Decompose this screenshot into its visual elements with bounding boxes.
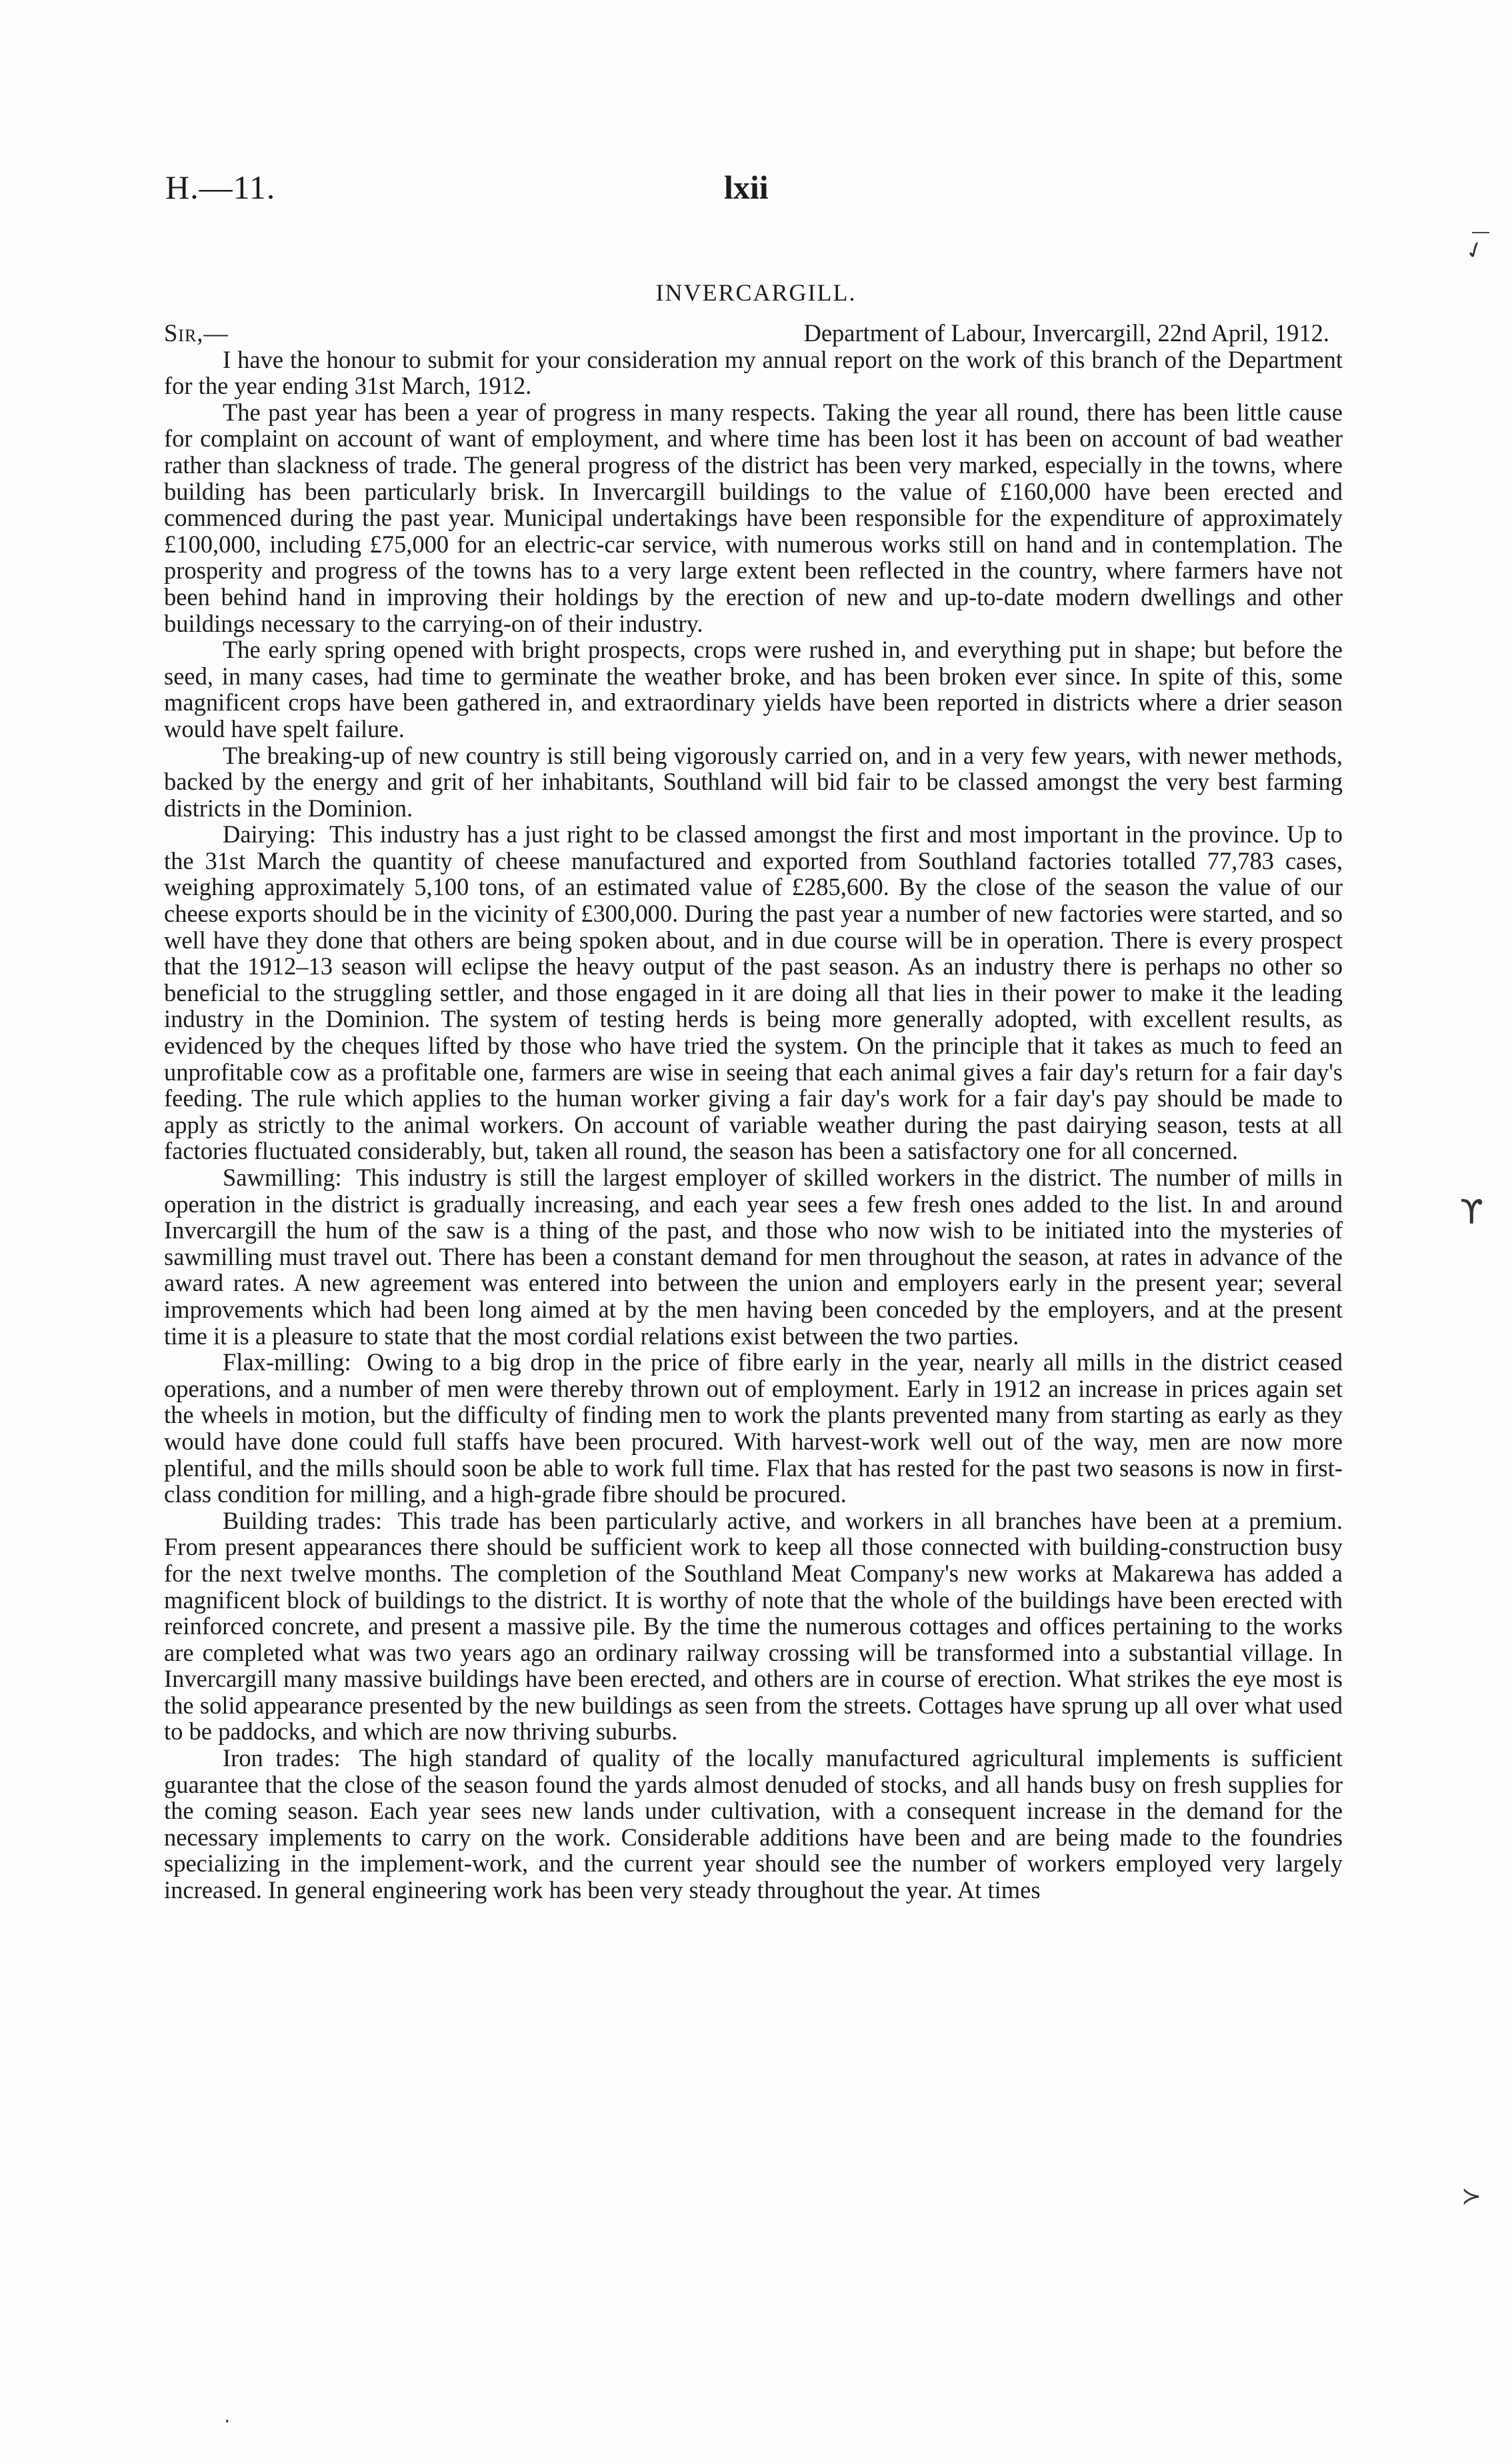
paragraph-dairying [164,821,1343,1164]
page-number: lxii [724,169,769,206]
margin-tick-icon: ✓ [1461,235,1489,267]
salutation-line [164,320,1343,347]
paragraph-2 [164,399,1343,636]
section-heading-building-trades: Building trades: [223,1506,383,1534]
paragraph-text: This industry is still the largest employer of skilled workers in the district. The number of mills in operation in the district is gradually increasing, and each year sees a few fresh ones added to the list. In and around Invercargill the hum of the saw is a thing of the past, and those who now wish to be initiated into the mysteries of sawmilling must travel out. There has been a constant demand for men throughout the season, at rates in advance of the award rates. A new agreement was entered into between the union and employers early in the present year; several improvements which had been long aimed at by the men having been conceded by the employers, and at the present time it is a pleasure to state that the most cordial relations exist between the two parties. [164,1164,1343,1350]
paragraph-text: This trade has been particularly active, and workers in all branches have been at a premium. From present appearances there should be sufficient work to keep all those connected with building-construction busy for the next twelve months. The completion of the Southland Meat Company's new works at Makarewa has added a magnificent block of buildings to the district. It is worthy of note that the whole of the buildings have been erected with reinforced concrete, and present a massive pile. By the time the numerous cottages and offices pertaining to the works are completed what was two years ago an ordinary railway crossing will be transformed into a substantial village. In Invercargill many massive buildings have been erected, and others are in course of erection. What strikes the eye most is the solid appearance presented by the new buildings as seen from the streets. Cottages have sprung up all over what used to be paddocks, and which are now thriving suburbs. [164,1506,1343,1746]
page-reference: H.—11. [165,169,276,206]
margin-tick-icon: ϒ [1460,1193,1483,1232]
paragraph-sawmilling [164,1164,1343,1349]
paragraph-text: The early spring opened with bright prospects, crops were rushed in, and everything put in shape; but before the seed, in many cases, had time to germinate the weather broke, and has been broken ever since. In spite of this, some magnificent crops have been gathered in, and extraordinary yields have been reported in districts where a drier season would have spelt failure. [164,636,1343,742]
section-heading-iron-trades: Iron trades: [223,1744,341,1772]
section-heading-dairying: Dairying: [223,820,316,848]
paragraph-text: The breaking-up of new country is still being vigorously carried on, and in a very few years, with newer methods, backed by the energy and grit of her inhabitants, Southland will bid fair to be classed amongst the very best farming districts in the Dominion. [164,741,1343,822]
paragraph-4 [164,742,1343,822]
margin-dash [1472,232,1489,233]
paragraph-text: The past year has been a year of progress in many respects. Taking the year all round, there has been little cause for complaint on account of want of employment, and where time has been lost it has been on account of bad weather rather than slackness of trade. The general progress of the district has been very marked, especially in the towns, where building has been particularly brisk. In Invercargill buildings to the value of £160,000 have been erected and commenced during the past year. Municipal undertakings have been responsible for the expenditure of approximately £100,000, including £75,000 for an electric-car service, with numerous works still on hand and in contemplation. The prosperity and progress of the towns has to a very large extent been reflected in the country, where farmers have not been behind hand in improving their holdings by the erection of new and up-to-date modern dwellings and other buildings necessary to the carrying-on of their industry. [164,398,1343,637]
section-heading-sawmilling: Sawmilling: [223,1164,342,1191]
paragraph-3 [164,636,1343,742]
paragraph-building-trades [164,1508,1343,1745]
report-body [164,320,1343,1903]
section-heading-flax-milling: Flax-milling: [223,1348,351,1376]
paragraph-text: The high standard of quality of the locally manufactured agricultural implements is sufficient guarantee that the close of the season found the yards almost denuded of stocks, and all hands busy on fresh supplies for the coming season. Each year sees new lands under cultivation, with a consequent increase in the demand for the necessary implements to carry on the work. Considerable additions have been and are being made to the foundries specializing in the implement-work, and the current year should see the number of workers employed very largely increased. In general engineering work has been very steady throughout the year. At times [164,1744,1343,1904]
paragraph-text: Owing to a big drop in the price of fibre early in the year, nearly all mills in the district ceased operations, and a number of men were thereby thrown out of employment. Early in 1912 an increase in prices again set the wheels in motion, but the difficulty of finding men to work the plants prevented many from starting as early as they would have done could full staffs have been procured. With harvest-work well out of the way, men are now more plentiful, and the mills should soon be able to work full time. Flax that has rested for the past two seasons is now in first-class condition for milling, and a high-grade fibre should be procured. [164,1348,1343,1508]
margin-tick-icon: ≻ [1461,2183,1482,2210]
paragraph-text: This industry has a just right to be classed amongst the first and most important in the province. Up to the 31st March the quantity of cheese manufactured and exported from Southland factories totalled 77,783 cases, weighing approximately 5,100 tons, of an estimated value of £285,600. By the close of the season the value of our cheese exports should be in the vicinity of £300,000. During the past year a number of new factories were started, and so well have they done that others are being spoken about, and in due course will be in operation. There is every prospect that the 1912–13 season will eclipse the heavy output of the past season. As an industry there is perhaps no other so beneficial to the struggling settler, and those engaged in it are doing all that lies in their power to make it the leading industry in the Dominion. The system of testing herds is being more generally adopted, with excellent results, as evidenced by the cheques lifted by those who have tried the system. On the principle that it takes as much to feed an unprofitable cow as a profitable one, farmers are wise in seeing that each animal gives a fair day's return for a fair day's feeding. The rule which applies to the human worker giving a fair day's work for a fair day's pay should be made to apply as strictly to the animal workers. On account of variable weather during the past dairying season, tests at all factories fluctuated considerably, but, taken all round, the season has been a satisfactory one for all concerned. [164,820,1343,1165]
salutation: Sir,— [164,319,229,347]
report-title: INVERCARGILL. [655,279,857,306]
paragraph-flax-milling [164,1349,1343,1508]
paragraph-1 [164,347,1343,399]
dateline: Department of Labour, Invercargill, 22nd April, 1912. [803,319,1329,347]
paragraph-text: I have the honour to submit for your consideration my annual report on the work of this branch of the Department for the year ending 31st March, 1912. [164,345,1343,400]
paragraph-iron-trades [164,1745,1343,1903]
margin-dot-icon: · [224,2410,231,2433]
